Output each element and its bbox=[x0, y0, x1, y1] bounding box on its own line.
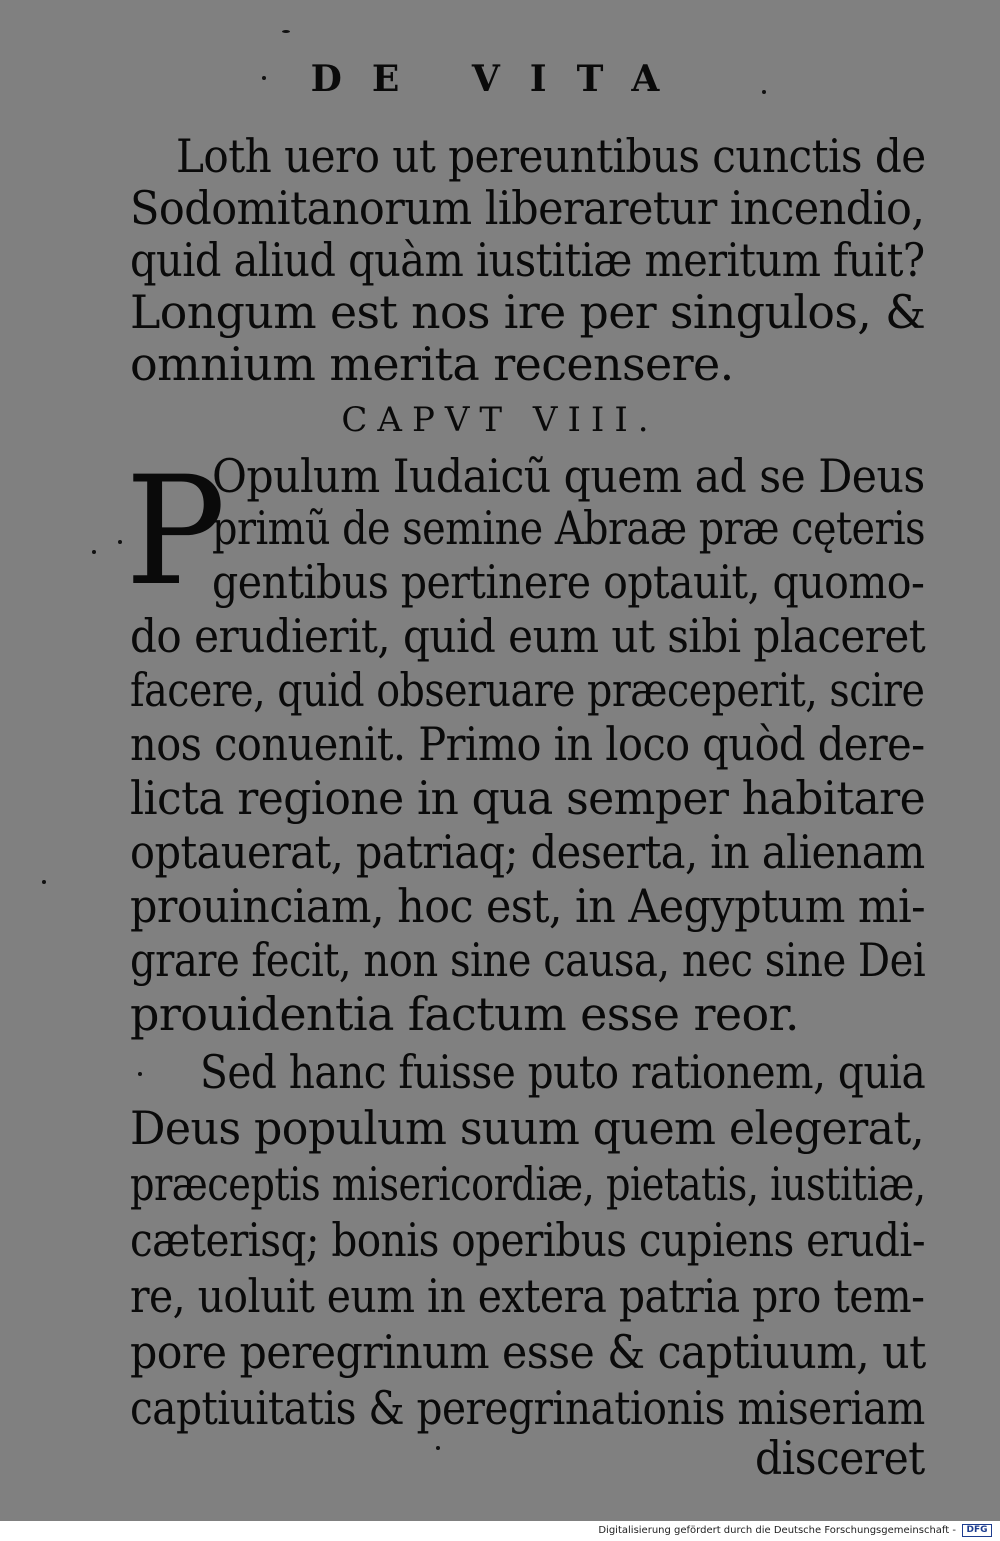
text-line: quid aliud quàm iustitiæ meritum fuit? bbox=[130, 233, 925, 287]
ink-speck bbox=[762, 90, 766, 94]
text-line: re, uoluit eum in extera patria pro tem- bbox=[130, 1269, 925, 1323]
ink-speck bbox=[118, 540, 122, 544]
catchword: disceret bbox=[755, 1431, 925, 1485]
text-line: licta regione in qua semper habitare bbox=[130, 771, 926, 825]
running-head: DE VITA bbox=[310, 58, 690, 100]
text-line: Longum est nos ire per singulos, & bbox=[130, 285, 926, 339]
ink-speck bbox=[138, 1072, 142, 1076]
text-line: nos conuenit. Primo in loco quòd dere- bbox=[130, 717, 925, 771]
text-line: Deus populum suum quem elegerat, bbox=[130, 1101, 925, 1155]
text-line: optauerat, patriaq; deserta, in alienam bbox=[130, 825, 925, 879]
text-line: prouinciam, hoc est, in Aegyptum mi- bbox=[130, 879, 926, 933]
text-line: præceptis misericordiæ, pietatis, iustitiæ, bbox=[130, 1157, 926, 1211]
ink-speck bbox=[92, 550, 96, 554]
text-line: captiuitatis & peregrinationis miseriam bbox=[130, 1381, 925, 1435]
digitization-footer bbox=[0, 1521, 1000, 1541]
footer-credit: Digitalisierung gefördert durch die Deutsche Forschungsgemeinschaft - bbox=[598, 1525, 956, 1536]
text-line: Opulum Iudaicũ quem ad se Deus bbox=[212, 449, 925, 503]
text-line: Loth uero ut pereuntibus cunctis de bbox=[176, 129, 926, 183]
ink-speck bbox=[436, 1446, 440, 1450]
text-line: grare fecit, non sine causa, nec sine Dei bbox=[130, 933, 926, 987]
chapter-heading: CAPVT VIII. bbox=[341, 400, 659, 440]
drop-cap: P bbox=[125, 445, 226, 619]
text-line: omnium merita recensere. bbox=[130, 337, 734, 391]
text-line: pore peregrinum esse & captiuum, ut bbox=[130, 1325, 926, 1379]
text-line: gentibus pertinere optauit, quomo- bbox=[212, 555, 925, 609]
ink-speck bbox=[42, 880, 46, 884]
text-line: cæterisq; bonis operibus cupiens erudi- bbox=[130, 1213, 926, 1267]
text-line: Sodomitanorum liberaretur incendio, bbox=[130, 181, 925, 235]
ink-speck bbox=[282, 30, 290, 33]
text-line: prouidentia factum esse reor. bbox=[130, 987, 799, 1041]
text-line: do erudierit, quid eum ut sibi placeret bbox=[130, 609, 926, 663]
dfg-logo: DFG bbox=[962, 1524, 992, 1537]
ink-speck bbox=[262, 76, 266, 80]
text-line: facere, quid obseruare præceperit, scire bbox=[130, 663, 925, 717]
text-line: Sed hanc fuisse puto rationem, quia bbox=[200, 1045, 926, 1099]
text-line: primũ de semine Abraæ præ cęteris bbox=[212, 501, 926, 555]
